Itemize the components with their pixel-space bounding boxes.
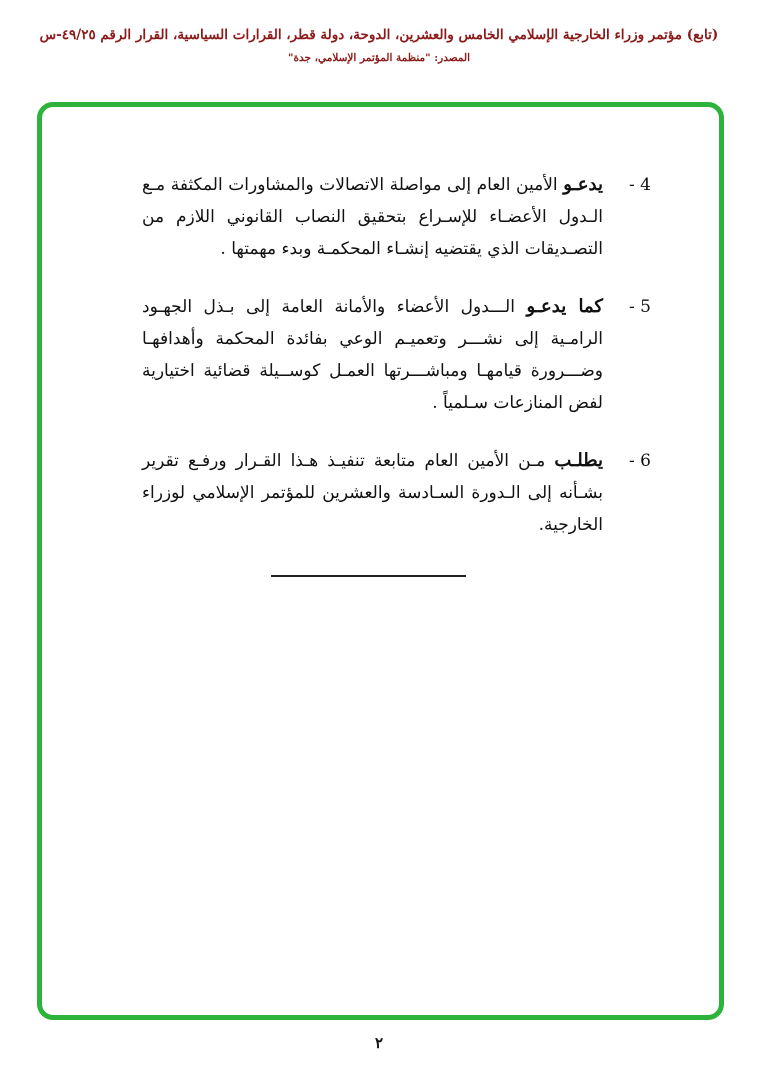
clause-text (142, 291, 603, 419)
clause-body: الـــدول الأعضاء والأمانة العامة إلى بـذل الجهـود الرامـية إلى نشـــر وتعميـم الوعي بفائدة المحكمة وأهدافهـا وضـــرورة قيامهـا ومباشـــرتها العمـل كوســيلة قضائية اختيارية لفض المنازعات سـلمياً . (142, 297, 603, 413)
clause-body: مـن الأمين العام متابعة تنفيـذ هـذا القـرار ورفـع تقرير بشـأنه إلى الـدورة السـادسة والعشرين للمؤتمر الإسلامي لوزراء الخارجية. (142, 451, 603, 535)
header-title: (تابع) مؤتمر وزراء الخارجية الإسلامي الخامس والعشرين، الدوحة، دولة قطر، القرارات السياسية، القرار الرقم ٤٩/٢٥-س (39, 27, 719, 43)
clause-number: 4 - (629, 175, 651, 195)
separator-rule (271, 575, 466, 577)
clause-lead-word: كما يدعـو (526, 296, 603, 317)
header-source: المصدر: "منظمة المؤتمر الإسلامي، جدة" (287, 52, 471, 64)
clause-number: 5 - (629, 297, 651, 317)
clause-text (142, 169, 603, 265)
clause-text (142, 445, 603, 541)
clause-lead-word: يطلـب (554, 450, 604, 471)
resolution-clauses (42, 107, 719, 577)
page-number: ٢ (374, 1034, 384, 1052)
clause-item-5 (142, 291, 651, 419)
clause-lead-word: يدعـو (563, 174, 603, 195)
clause-item-6 (142, 445, 651, 541)
clause-number: 6 - (629, 451, 651, 471)
content-border-box (37, 102, 724, 1020)
document-header (0, 0, 758, 64)
clause-item-4 (142, 169, 651, 265)
clause-body: الأمين العام إلى مواصلة الاتصالات والمشاورات المكثفة مـع الـدول الأعضـاء للإسـراع بتحقيق النصاب القانوني اللازم من التصـديقات الذي يقتضيه إنشـاء المحكمـة وبدء مهمتها . (142, 175, 603, 259)
